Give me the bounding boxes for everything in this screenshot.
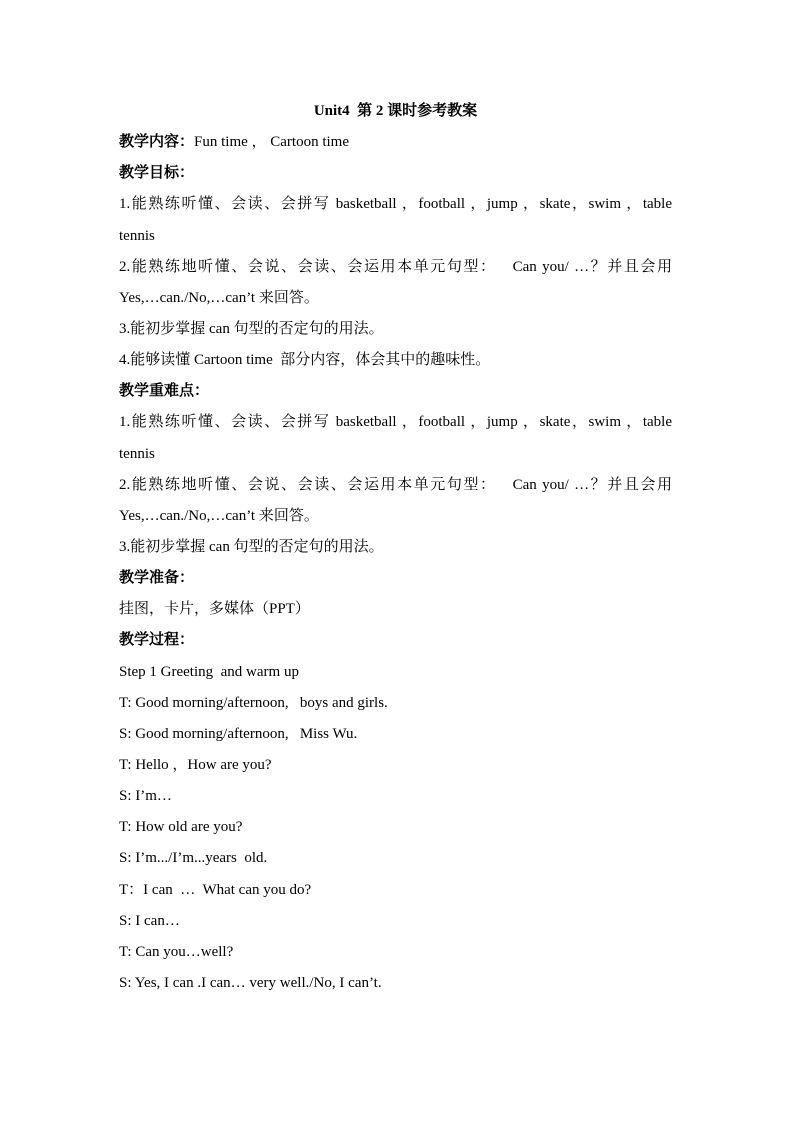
objective-line: 2.能熟练地听懂、会说、会读、会运用本单元句型： Can you/ …？并且会用 bbox=[119, 258, 672, 275]
process-line: S: Yes, I can .I can… very well./No, I can’t. bbox=[119, 974, 382, 991]
process-line: S: Good morning/afternoon, Miss Wu. bbox=[119, 725, 358, 742]
process-line: T: Good morning/afternoon, boys and girls. bbox=[119, 694, 388, 711]
key-points-heading: 教学重难点： bbox=[119, 383, 210, 400]
process-line: T: Can you…well? bbox=[119, 943, 234, 960]
key-point-line: 2.能熟练地听懂、会说、会读、会运用本单元句型： Can you/ …？并且会用 bbox=[119, 476, 672, 493]
objectives-heading: 教学目标： bbox=[119, 165, 195, 182]
preparation-text: 挂图，卡片，多媒体（PPT） bbox=[119, 601, 310, 618]
process-line: S: I’m… bbox=[119, 788, 172, 805]
key-point-line: Yes,…can./No,…can’t 来回答。 bbox=[119, 507, 319, 524]
objective-line: Yes,…can./No,…can’t 来回答。 bbox=[119, 289, 319, 306]
preparation-heading: 教学准备： bbox=[119, 570, 195, 587]
process-line: T：I can … What can you do? bbox=[119, 881, 312, 898]
key-point-line: 3.能初步掌握 can 句型的否定句的用法。 bbox=[119, 538, 384, 555]
page-title: Unit4 第 2 课时参考教案 bbox=[313, 103, 478, 119]
process-line: T: Hello ，How are you? bbox=[119, 756, 272, 773]
objective-line: 4.能够读懂 Cartoon time 部分内容，体会其中的趣味性。 bbox=[119, 352, 491, 369]
process-line: T: How old are you? bbox=[119, 819, 243, 836]
process-line: S: I’m.../I’m...years old. bbox=[119, 850, 268, 867]
content-text: Fun time ， Cartoon time bbox=[194, 134, 350, 151]
content-label: 教学内容： bbox=[119, 134, 195, 151]
objective-line: 1.能熟练听懂、会读、会拼写 basketball ，football ，jump ，skate，swim ，table bbox=[119, 196, 672, 213]
objective-line: tennis bbox=[119, 227, 155, 244]
content-line bbox=[119, 127, 672, 158]
document-body bbox=[119, 96, 672, 999]
key-point-line: tennis bbox=[119, 445, 155, 462]
process-line: Step 1 Greeting and warm up bbox=[119, 663, 299, 680]
objective-line: 3.能初步掌握 can 句型的否定句的用法。 bbox=[119, 320, 384, 337]
process-heading: 教学过程： bbox=[119, 632, 195, 649]
key-point-line: 1.能熟练听懂、会读、会拼写 basketball ，football ，jump ，skate，swim ，table bbox=[119, 414, 672, 431]
process-line: S: I can… bbox=[119, 912, 180, 929]
